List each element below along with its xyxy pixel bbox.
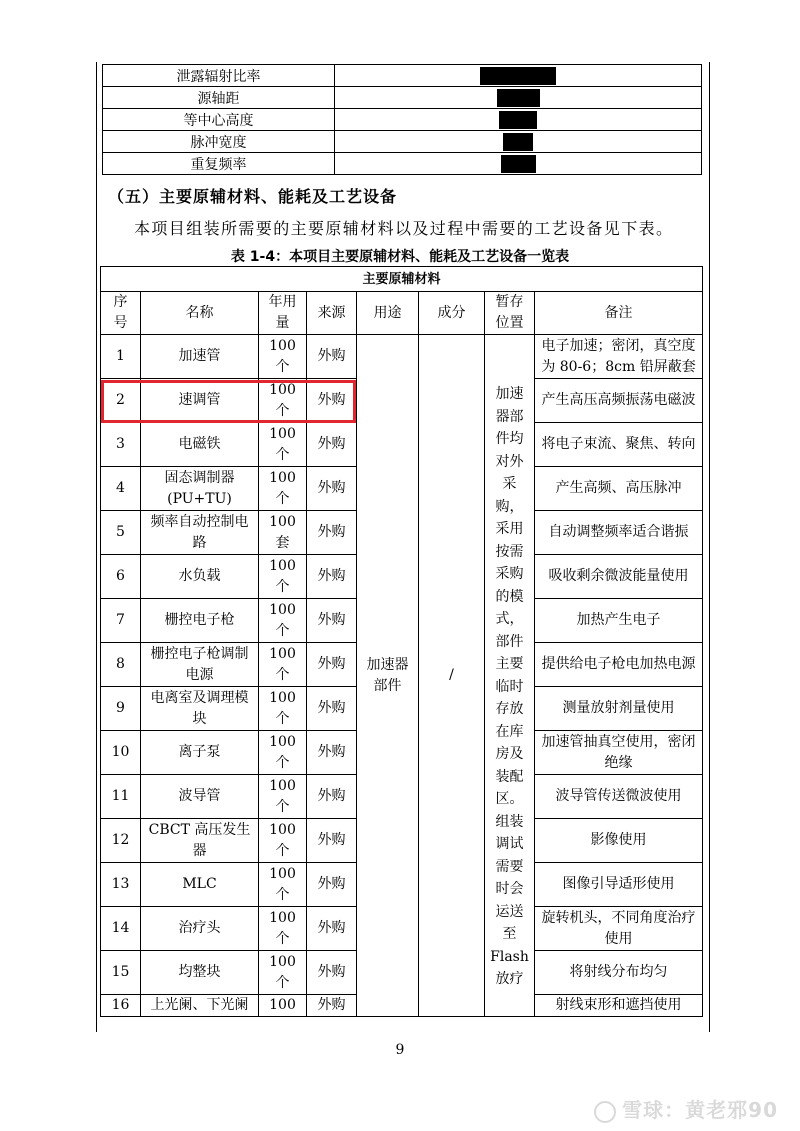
- page-number: 9: [395, 1042, 405, 1058]
- watermark: [594, 1094, 778, 1123]
- cell-qty: 100 个: [259, 555, 307, 599]
- cell-seq: 13: [101, 863, 141, 907]
- cell-note: 波导管传送微波使用: [535, 775, 703, 819]
- cell-name: 固态调制器 (PU+TU): [141, 467, 259, 511]
- cell-source: 外购: [307, 467, 357, 511]
- cell-note: 吸收剩余微波能量使用: [535, 555, 703, 599]
- cell-note: 测量放射剂量使用: [535, 687, 703, 731]
- cell-source: 外购: [307, 819, 357, 863]
- cell-usage: 加速器 部件: [357, 335, 419, 1017]
- cell-name: CBCT 高压发生 器: [141, 819, 259, 863]
- cell-seq: 2: [101, 379, 141, 423]
- redaction-bar: [480, 67, 556, 85]
- cell-qty: 100 个: [259, 731, 307, 775]
- cell-note: 将射线分布均匀: [535, 951, 703, 995]
- cell-name: 电磁铁: [141, 423, 259, 467]
- cell-seq: 7: [101, 599, 141, 643]
- cell-qty: 100 个: [259, 687, 307, 731]
- cell-name: 上光阑、下光阑: [141, 995, 259, 1017]
- cell-source: 外购: [307, 907, 357, 951]
- parameter-value: [335, 87, 702, 109]
- header-name: 名称: [141, 292, 259, 335]
- intro-paragraph: 本项目组装所需要的主要原辅材料以及过程中需要的工艺设备见下表。: [134, 219, 674, 238]
- cell-qty: 100 个: [259, 423, 307, 467]
- cell-seq: 8: [101, 643, 141, 687]
- table-banner: 主要原辅材料: [101, 267, 703, 292]
- cell-source: 外购: [307, 775, 357, 819]
- cell-seq: 9: [101, 687, 141, 731]
- header-source: 来源: [307, 292, 357, 335]
- cell-note: 射线束形和遮挡使用: [535, 995, 703, 1017]
- snowball-logo-icon: [594, 1101, 616, 1123]
- cell-source: 外购: [307, 423, 357, 467]
- parameter-value: [335, 109, 702, 131]
- redaction-bar: [503, 133, 533, 151]
- parameter-value: [335, 153, 702, 175]
- cell-note: 影像使用: [535, 819, 703, 863]
- header-usage: 用途: [357, 292, 419, 335]
- cell-name: 栅控电子枪: [141, 599, 259, 643]
- cell-qty: 100 个: [259, 467, 307, 511]
- cell-seq: 15: [101, 951, 141, 995]
- cell-seq: 11: [101, 775, 141, 819]
- redaction-bar: [499, 111, 537, 129]
- cell-note: 图像引导适形使用: [535, 863, 703, 907]
- cell-qty: 100 个: [259, 379, 307, 423]
- table-caption: 表 1-4：本项目主要原辅材料、能耗及工艺设备一览表: [230, 249, 570, 265]
- cell-qty: 100: [259, 995, 307, 1017]
- cell-qty: 100 套: [259, 511, 307, 555]
- parameter-row: [103, 87, 702, 109]
- parameter-row: [103, 153, 702, 175]
- materials-table: [100, 266, 703, 1017]
- cell-storage: 加速 器部 件均 对外 采 购， 采用 按需 采购 的模 式， 部件 主要 临时 存放 在库 房及 装配 区。 组装 调试 需要 时会 运送 至 Flash 放疗: [485, 335, 535, 1017]
- cell-seq: 14: [101, 907, 141, 951]
- cell-seq: 12: [101, 819, 141, 863]
- cell-name: 波导管: [141, 775, 259, 819]
- cell-qty: 100 个: [259, 863, 307, 907]
- cell-name: 电离室及调理模 块: [141, 687, 259, 731]
- cell-source: 外购: [307, 687, 357, 731]
- cell-seq: 16: [101, 995, 141, 1017]
- cell-note: 产生高压高频振荡电磁波: [535, 379, 703, 423]
- parameter-row: [103, 131, 702, 153]
- cell-qty: 100 个: [259, 335, 307, 379]
- cell-qty: 100 个: [259, 599, 307, 643]
- parameter-row: [103, 65, 702, 87]
- cell-name: 治疗头: [141, 907, 259, 951]
- cell-seq: 1: [101, 335, 141, 379]
- cell-note: 电子加速；密闭，真空度 为 80-6；8cm 铅屏蔽套: [535, 335, 703, 379]
- cell-seq: 5: [101, 511, 141, 555]
- cell-name: 栅控电子枪调制 电源: [141, 643, 259, 687]
- cell-qty: 100 个: [259, 775, 307, 819]
- cell-name: 频率自动控制电 路: [141, 511, 259, 555]
- header-seq: 序 号: [101, 292, 141, 335]
- cell-source: 外购: [307, 335, 357, 379]
- parameter-row: [103, 109, 702, 131]
- parameter-name: 重复频率: [103, 153, 335, 175]
- cell-qty: 100 个: [259, 951, 307, 995]
- cell-note: 加热产生电子: [535, 599, 703, 643]
- header-component: 成分: [419, 292, 485, 335]
- cell-name: 加速管: [141, 335, 259, 379]
- cell-source: 外购: [307, 599, 357, 643]
- parameter-name: 脉冲宽度: [103, 131, 335, 153]
- cell-source: 外购: [307, 555, 357, 599]
- cell-note: 自动调整频率适合谐振: [535, 511, 703, 555]
- cell-name: 速调管: [141, 379, 259, 423]
- cell-seq: 4: [101, 467, 141, 511]
- cell-seq: 6: [101, 555, 141, 599]
- table-banner-row: [101, 267, 703, 292]
- cell-source: 外购: [307, 511, 357, 555]
- table-header-row: [101, 292, 703, 335]
- cell-note: 将电子束流、聚焦、转向: [535, 423, 703, 467]
- cell-source: 外购: [307, 731, 357, 775]
- section-heading: （五）主要原辅材料、能耗及工艺设备: [108, 187, 398, 206]
- parameter-name: 源轴距: [103, 87, 335, 109]
- cell-note: 提供给电子枪电加热电源: [535, 643, 703, 687]
- header-qty: 年用 量: [259, 292, 307, 335]
- cell-source: 外购: [307, 995, 357, 1017]
- cell-note: 旋转机头，不同角度治疗 使用: [535, 907, 703, 951]
- redaction-bar: [497, 89, 540, 107]
- cell-name: MLC: [141, 863, 259, 907]
- header-note: 备注: [535, 292, 703, 335]
- redaction-bar: [501, 155, 536, 173]
- parameter-table: [102, 64, 702, 175]
- cell-name: 离子泵: [141, 731, 259, 775]
- parameter-name: 等中心高度: [103, 109, 335, 131]
- cell-seq: 3: [101, 423, 141, 467]
- parameter-value: [335, 131, 702, 153]
- cell-name: 水负载: [141, 555, 259, 599]
- cell-source: 外购: [307, 379, 357, 423]
- cell-note: 产生高频、高压脉冲: [535, 467, 703, 511]
- cell-qty: 100 个: [259, 819, 307, 863]
- parameter-name: 泄露辐射比率: [103, 65, 335, 87]
- cell-seq: 10: [101, 731, 141, 775]
- cell-component: /: [419, 335, 485, 1017]
- cell-source: 外购: [307, 951, 357, 995]
- cell-source: 外购: [307, 643, 357, 687]
- watermark-text: 雪球：黄老邪90: [622, 1098, 778, 1122]
- parameter-value: [335, 65, 702, 87]
- table-row: [101, 335, 703, 379]
- cell-source: 外购: [307, 863, 357, 907]
- cell-name: 均整块: [141, 951, 259, 995]
- cell-note: 加速管抽真空使用，密闭 绝缘: [535, 731, 703, 775]
- header-storage: 暂存 位置: [485, 292, 535, 335]
- cell-qty: 100 个: [259, 907, 307, 951]
- cell-qty: 100 个: [259, 643, 307, 687]
